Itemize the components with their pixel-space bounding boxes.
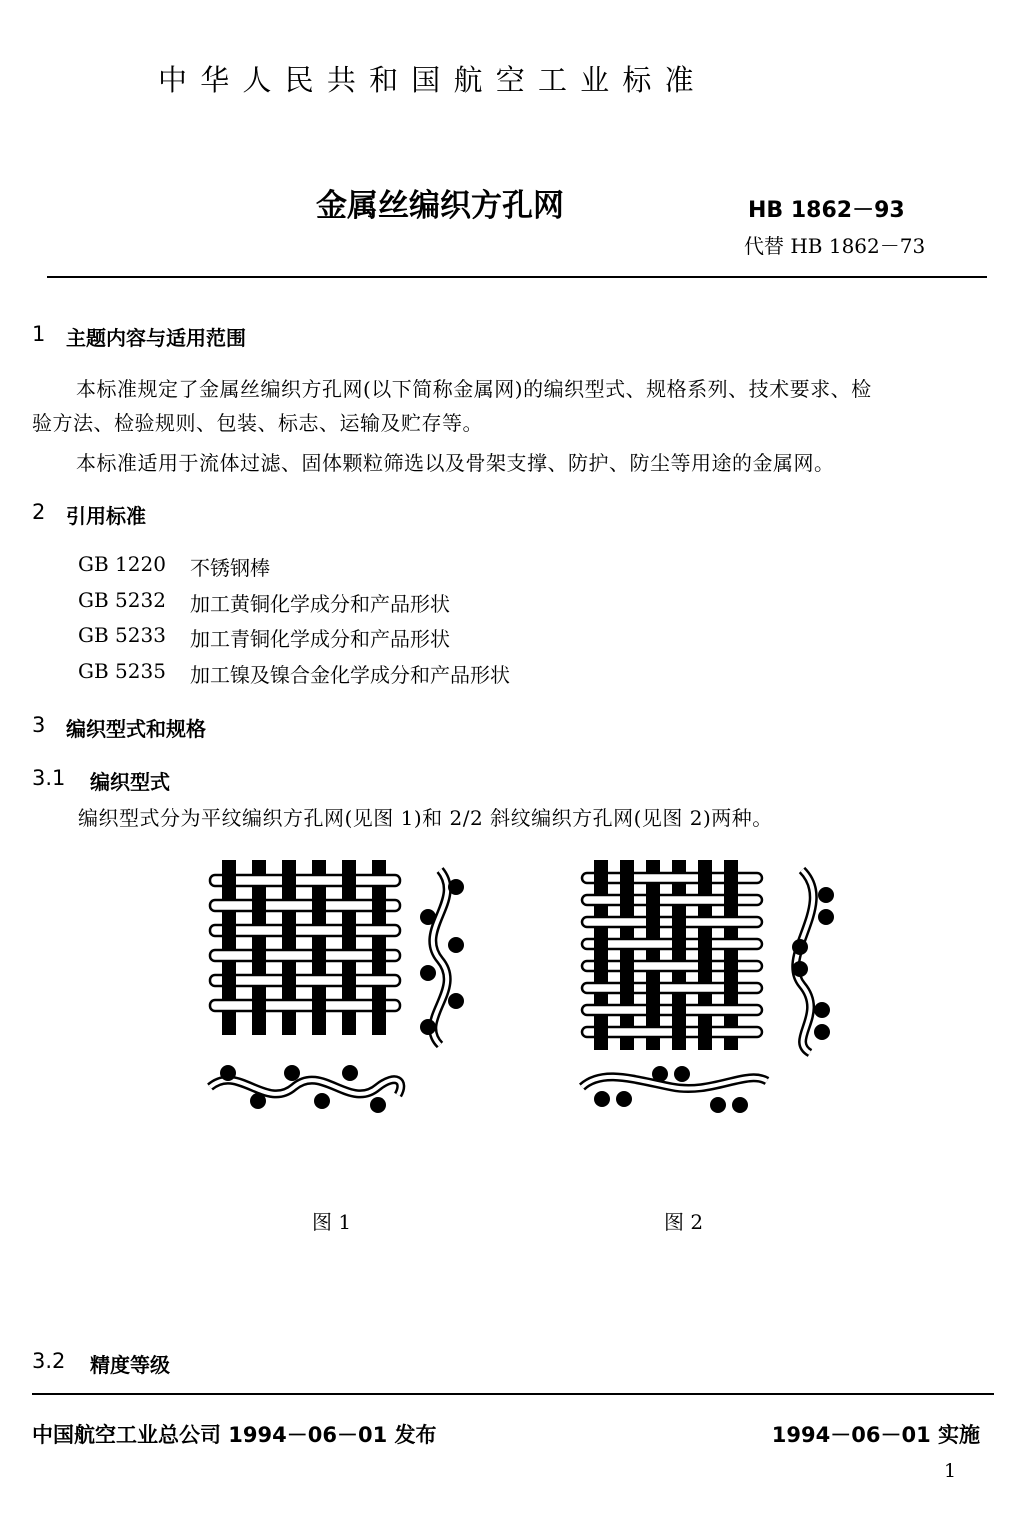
section-3-1-text: 编织型式分为平纹编织方孔网(见图 1)和 2/2 斜纹编织方孔网(见图 2)两种。 <box>78 806 773 830</box>
reference-title: 加工镍及镍合金化学成分和产品形状 <box>190 663 510 687</box>
section-1-para1-line2: 验方法、检验规则、包装、标志、运输及贮存等。 <box>32 411 483 435</box>
fig1-bottom-section <box>210 1065 401 1113</box>
section-3-number: 3 <box>32 713 46 737</box>
section-2-number: 2 <box>32 500 46 524</box>
publisher-line: 中国航空工业总公司 1994－06－01 发布 <box>32 1423 437 1447</box>
fig1-warp-overlaps <box>222 873 386 1013</box>
section-2-title: 引用标准 <box>66 504 146 528</box>
figure-1-plain-weave <box>200 855 480 1125</box>
doc-title: 金属丝编织方孔网 <box>316 188 564 224</box>
section-1-para2: 本标准适用于流体过滤、固体颗粒筛选以及骨架支撑、防护、防尘等用途的金属网。 <box>76 451 835 475</box>
fig2-side-section <box>792 870 834 1053</box>
section-3-title: 编织型式和规格 <box>66 717 206 741</box>
footer-divider <box>32 1393 994 1395</box>
section-1-para1-line1: 本标准规定了金属丝编织方孔网(以下简称金属网)的编织型式、规格系列、技术要求、检 <box>76 377 872 401</box>
reference-code: GB 1220 <box>78 552 166 576</box>
org-title: 中 华 人 民 共 和 国 航 空 工 业 标 准 <box>158 63 696 97</box>
reference-code: GB 5235 <box>78 659 166 683</box>
fig1-side-section <box>420 870 464 1045</box>
standard-code: HB 1862－93 <box>748 198 905 223</box>
fig1-weft-wires <box>210 875 400 1011</box>
fig2-bottom-section <box>582 1066 767 1113</box>
section-3-2-number: 3.2 <box>32 1349 66 1373</box>
header-divider <box>47 276 987 278</box>
figure-2-caption: 图 2 <box>664 1210 704 1234</box>
effective-date: 1994－06－01 实施 <box>771 1423 980 1447</box>
reference-title: 加工黄铜化学成分和产品形状 <box>190 592 450 616</box>
section-1-number: 1 <box>32 322 46 346</box>
section-3-2-title: 精度等级 <box>90 1353 170 1377</box>
figure-1-caption: 图 1 <box>312 1210 352 1234</box>
section-3-1-title: 编织型式 <box>90 770 170 794</box>
reference-code: GB 5233 <box>78 623 166 647</box>
section-1-title: 主题内容与适用范围 <box>66 326 246 350</box>
figure-2-twill-weave <box>572 855 852 1125</box>
reference-title: 加工青铜化学成分和产品形状 <box>190 627 450 651</box>
fig2-warp-wires <box>594 860 738 1050</box>
section-3-1-number: 3.1 <box>32 766 66 790</box>
reference-code: GB 5232 <box>78 588 166 612</box>
replaces-standard: 代替 HB 1862－73 <box>744 234 926 258</box>
page-number: 1 <box>944 1460 957 1482</box>
reference-title: 不锈钢棒 <box>190 556 270 580</box>
